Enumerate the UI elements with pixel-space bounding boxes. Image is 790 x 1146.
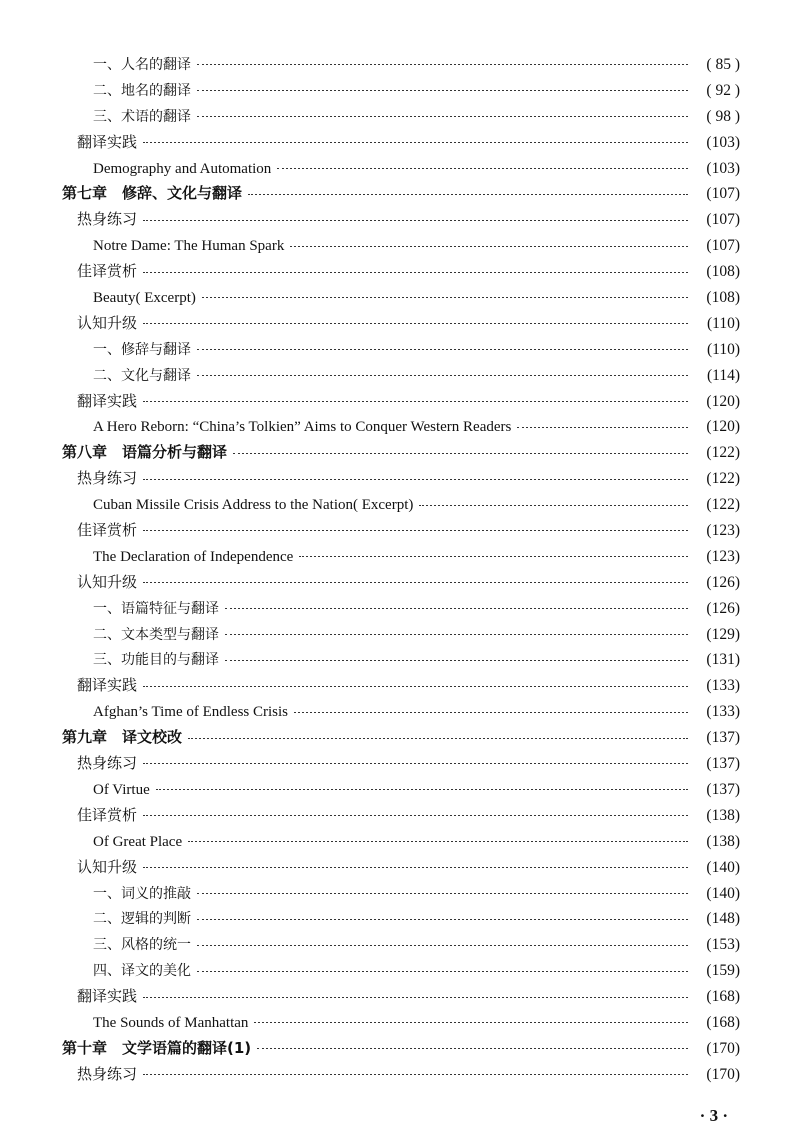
toc-entry-title: 热身练习 xyxy=(77,210,138,229)
dot-leader xyxy=(188,841,688,842)
toc-entry-title: 一、语篇特征与翻译 xyxy=(93,600,219,617)
dot-leader xyxy=(188,738,688,739)
toc-entry-title: 热身练习 xyxy=(77,1064,138,1083)
toc-entry-page: (110) xyxy=(707,340,740,358)
toc-entry-chapter xyxy=(0,181,790,207)
dot-leader xyxy=(197,349,688,350)
toc-entry-page: ( 98 ) xyxy=(706,107,740,125)
toc-entry-title: 第七章 修辞、文化与翻译 xyxy=(62,184,243,203)
toc-entry-page: (138) xyxy=(706,832,740,850)
toc-entry-chapter xyxy=(0,1036,790,1062)
toc-entry-page: (137) xyxy=(706,755,740,773)
toc-entry-page: (126) xyxy=(706,573,740,591)
toc-entry-section xyxy=(0,311,790,337)
toc-entry-sub xyxy=(0,932,790,958)
dot-leader xyxy=(143,272,688,273)
toc-entry-page: (103) xyxy=(706,159,740,177)
toc-entry-page: (168) xyxy=(706,1013,740,1031)
toc-entry-page: (107) xyxy=(706,211,740,229)
toc-entry-page: (129) xyxy=(706,625,740,643)
toc-entry-title: 佳译赏析 xyxy=(77,805,138,824)
toc-entry-sub xyxy=(0,78,790,104)
toc-entry-title: 二、文本类型与翻译 xyxy=(93,626,219,643)
toc-entry-sub xyxy=(0,699,790,725)
toc-entry-title: 第九章 译文校改 xyxy=(62,728,183,747)
toc-entry-title: A Hero Reborn: “China’s Tolkien” Aims to Conquer Western Readers xyxy=(93,419,512,436)
dot-leader xyxy=(197,945,688,946)
toc-entry-section xyxy=(0,803,790,829)
toc-entry-page: (138) xyxy=(706,806,740,824)
toc-entry-page: (122) xyxy=(706,496,740,514)
toc-entry-title: The Sounds of Manhattan xyxy=(93,1014,249,1031)
toc-entry-page: (148) xyxy=(706,910,740,928)
toc-entry-title: 一、词义的推敲 xyxy=(93,885,191,902)
toc-entry-section xyxy=(0,518,790,544)
toc-entry-sub xyxy=(0,156,790,182)
toc-entry-sub xyxy=(0,829,790,855)
dot-leader xyxy=(143,530,688,531)
toc-entry-sub xyxy=(0,906,790,932)
toc-entry-page: (170) xyxy=(706,1039,740,1057)
toc-entry-title: 第八章 语篇分析与翻译 xyxy=(62,443,228,462)
toc-entry-title: Of Great Place xyxy=(93,833,183,850)
dot-leader xyxy=(156,789,688,790)
toc-entry-title: 三、功能目的与翻译 xyxy=(93,652,219,669)
toc-entry-section xyxy=(0,570,790,596)
toc-entry-sub xyxy=(0,881,790,907)
dot-leader xyxy=(143,686,688,687)
dot-leader xyxy=(233,453,688,454)
toc-entry-page: (159) xyxy=(706,962,740,980)
toc-entry-page: ( 92 ) xyxy=(706,81,740,99)
toc-entry-title: 三、风格的统一 xyxy=(93,937,191,954)
toc-entry-sub xyxy=(0,777,790,803)
dot-leader xyxy=(225,608,688,609)
dot-leader xyxy=(257,1048,688,1049)
toc-entry-sub xyxy=(0,363,790,389)
toc-entry-page: (140) xyxy=(706,884,740,902)
dot-leader xyxy=(225,634,688,635)
toc-entry-chapter xyxy=(0,440,790,466)
toc-entry-page: (103) xyxy=(706,133,740,151)
toc-entry-page: (133) xyxy=(706,677,740,695)
dot-leader xyxy=(248,194,688,195)
toc-entry-page: (108) xyxy=(706,263,740,281)
toc-entry-title: 认知升级 xyxy=(77,857,138,876)
dot-leader xyxy=(143,142,688,143)
toc-entry-page: (170) xyxy=(706,1065,740,1083)
toc-entry-sub xyxy=(0,1010,790,1036)
dot-leader xyxy=(299,556,688,557)
toc-entry-page: (153) xyxy=(706,936,740,954)
toc-entry-title: Demography and Automation xyxy=(93,160,272,177)
toc-entry-section xyxy=(0,389,790,415)
dot-leader xyxy=(143,997,688,998)
toc-entry-sub xyxy=(0,233,790,259)
toc-entry-page: (133) xyxy=(706,703,740,721)
dot-leader xyxy=(277,168,688,169)
dot-leader xyxy=(143,479,688,480)
dot-leader xyxy=(254,1022,688,1023)
dot-leader xyxy=(197,90,688,91)
toc-entry-title: 第十章 文学语篇的翻译(1) xyxy=(62,1038,252,1057)
toc-entry-section xyxy=(0,1062,790,1088)
dot-leader xyxy=(290,246,688,247)
toc-entry-page: (122) xyxy=(706,444,740,462)
toc-entry-section xyxy=(0,466,790,492)
dot-leader xyxy=(197,971,688,972)
toc-entry-page: (137) xyxy=(706,729,740,747)
toc-entry-page: (107) xyxy=(706,237,740,255)
dot-leader xyxy=(197,375,688,376)
toc-entry-sub xyxy=(0,544,790,570)
dot-leader xyxy=(143,815,688,816)
toc-entry-title: 翻译实践 xyxy=(77,987,138,1006)
toc-entry-sub xyxy=(0,337,790,363)
toc-entry-page: (122) xyxy=(706,470,740,488)
dot-leader xyxy=(143,323,688,324)
dot-leader xyxy=(143,401,688,402)
toc-entry-sub xyxy=(0,958,790,984)
toc-entry-title: 一、人名的翻译 xyxy=(93,57,191,73)
toc-entry-section xyxy=(0,207,790,233)
toc-entry-section xyxy=(0,130,790,156)
toc-entry-title: 翻译实践 xyxy=(77,676,138,695)
toc-entry-title: 认知升级 xyxy=(77,313,138,332)
dot-leader xyxy=(202,297,688,298)
toc-entry-sub xyxy=(0,647,790,673)
dot-leader xyxy=(197,919,688,920)
toc-entry-page: ( 85 ) xyxy=(706,56,740,73)
toc-entry-title: The Declaration of Independence xyxy=(93,548,294,565)
toc-entry-page: (137) xyxy=(706,780,740,798)
toc-entry-section xyxy=(0,751,790,777)
toc-entry-sub xyxy=(0,622,790,648)
toc-entry-page: (140) xyxy=(706,858,740,876)
dot-leader xyxy=(197,116,688,117)
toc-entry-title: Beauty( Excerpt) xyxy=(93,290,196,307)
toc-entry-sub xyxy=(0,596,790,622)
toc-entry-sub xyxy=(0,104,790,130)
toc-entry-page: (123) xyxy=(706,522,740,540)
toc-entry-title: Afghan’s Time of Endless Crisis xyxy=(93,704,289,721)
toc-entry-title: 认知升级 xyxy=(77,572,138,591)
dot-leader xyxy=(517,427,688,428)
toc-entry-title: 一、修辞与翻译 xyxy=(93,341,191,358)
dot-leader xyxy=(143,867,688,868)
toc-entry-title: 翻译实践 xyxy=(77,391,138,410)
dot-leader xyxy=(143,763,688,764)
dot-leader xyxy=(143,220,688,221)
page-number: · 3 · xyxy=(699,1106,728,1125)
toc-entry-page: (123) xyxy=(706,547,740,565)
dot-leader xyxy=(197,64,688,65)
toc-entry-section xyxy=(0,673,790,699)
toc-entry-sub xyxy=(0,285,790,311)
toc-entry-sub xyxy=(0,414,790,440)
toc-entry-page: (126) xyxy=(706,599,740,617)
toc-entry-title: 翻译实践 xyxy=(77,132,138,151)
toc-entry-page: (108) xyxy=(706,289,740,307)
toc-entry-title: 热身练习 xyxy=(77,469,138,488)
toc-entry-title: 二、地名的翻译 xyxy=(93,82,191,99)
toc-entry-sub xyxy=(0,492,790,518)
dot-leader xyxy=(143,582,688,583)
toc-entry-title: 二、逻辑的判断 xyxy=(93,911,191,928)
toc-entry-title: 四、译文的美化 xyxy=(93,963,191,980)
toc-entry-page: (120) xyxy=(706,418,740,436)
table-of-contents xyxy=(0,52,790,1088)
toc-entry-title: Cuban Missile Crisis Address to the Nation( Excerpt) xyxy=(93,497,414,514)
toc-entry-title: Notre Dame: The Human Spark xyxy=(93,238,285,255)
toc-entry-title: Of Virtue xyxy=(93,781,150,798)
toc-entry-page: (168) xyxy=(706,988,740,1006)
toc-entry-chapter xyxy=(0,725,790,751)
toc-entry-page: (110) xyxy=(707,314,740,332)
dot-leader xyxy=(143,1074,688,1075)
toc-entry-section xyxy=(0,855,790,881)
toc-entry-section xyxy=(0,259,790,285)
toc-entry-page: (131) xyxy=(706,651,740,669)
dot-leader xyxy=(419,505,688,506)
toc-entry-page: (114) xyxy=(707,366,740,384)
toc-entry-section xyxy=(0,984,790,1010)
dot-leader xyxy=(294,712,688,713)
toc-entry-title: 三、术语的翻译 xyxy=(93,108,191,125)
dot-leader xyxy=(197,893,688,894)
toc-entry-title: 二、文化与翻译 xyxy=(93,367,191,384)
toc-entry-sub xyxy=(0,52,790,78)
toc-entry-page: (120) xyxy=(706,392,740,410)
toc-entry-title: 佳译赏析 xyxy=(77,521,138,540)
toc-entry-page: (107) xyxy=(706,185,740,203)
toc-entry-title: 佳译赏析 xyxy=(77,262,138,281)
toc-entry-title: 热身练习 xyxy=(77,754,138,773)
dot-leader xyxy=(225,660,688,661)
